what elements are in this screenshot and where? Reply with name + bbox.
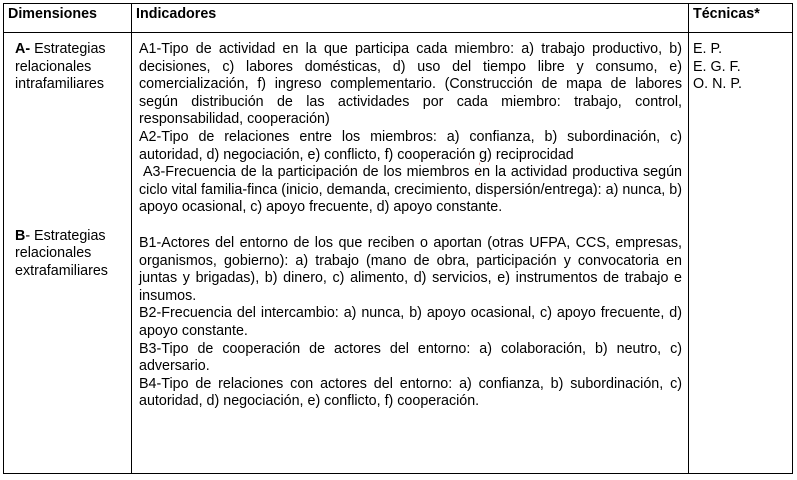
indicators-cell [132, 33, 689, 474]
indicator-b1: B1-Actores del entorno de los que reciben o aportan (otras UFPA, CCS, empresas, organismos, gobierno): a) trabajo (mano de obra, participación y convocatoria en juntas y brigadas), b) dinero, c) alimento, d) servicios, e) instrumentos de trabajo e insumos. [139, 234, 682, 304]
technique-onp: O. N. P. [693, 76, 742, 93]
dimension-a-text: Estrategias relacionales intrafamiliares [15, 41, 106, 93]
indicator-a2-main: A2-Tipo de relaciones entre los miembros: a) confianza, b) subordinación, c) autoridad, d) negociación, e) conflicto, f) cooperación [139, 128, 682, 163]
dimension-a-letter: A- [15, 41, 31, 57]
header-dimensions: Dimensiones [4, 4, 132, 33]
indicator-b2: B2-Frecuencia del intercambio: a) nunca, b) apoyo ocasional, c) apoyo frecuente, d) apoyo constante. [139, 305, 682, 339]
indicator-a2 [139, 129, 682, 164]
header-indicators: Indicadores [132, 4, 689, 33]
indicator-b4: B4-Tipo de relaciones con actores del entorno: a) confianza, b) subordinación, c) autoridad, d) negociación, e) conflicto, f) cooperación. [139, 375, 682, 410]
table-row [4, 33, 793, 474]
header-techniques: Técnicas* [689, 4, 793, 33]
technique-egf: E. G. F. [693, 58, 741, 75]
header-row [4, 4, 793, 33]
indicator-a3: A3-Frecuencia de la participación de los miembros en la actividad productiva según ciclo vital familia-finca (inicio, demanda, crecimiento, dispersión/entrega): a) nunca, b) apoyo ocasional, c) apoyo frecuente, d) apoyo constante. [139, 164, 682, 216]
dimension-a [15, 41, 127, 94]
technique-ep: E. P. [693, 41, 723, 57]
dimensions-table [3, 3, 793, 474]
dimensions-cell [4, 33, 132, 474]
indicator-a2-tail: ) reciprocidad [487, 146, 574, 163]
indicator-a1: A1-Tipo de actividad en la que participa cada miembro: a) trabajo productivo, b) decisiones, c) labores domésticas, d) uso del tiempo libre y consumo, e) comercialización, f) ingreso complementario. (Construcción de mapa de labores según distribución de las actividades por cada miembro: trabajo, control, responsabilidad, cooperación) [139, 41, 682, 128]
dimension-b-letter: B [15, 227, 26, 244]
dimension-b-text: - Estrategias relacionales extrafamiliares [15, 227, 108, 279]
spellcheck-flag: g [479, 146, 488, 163]
techniques-cell [689, 33, 793, 474]
indicator-b3: B3-Tipo de cooperación de actores del entorno: a) colaboración, b) neutro, c) adversario. [139, 340, 682, 375]
dimension-b [15, 228, 127, 281]
